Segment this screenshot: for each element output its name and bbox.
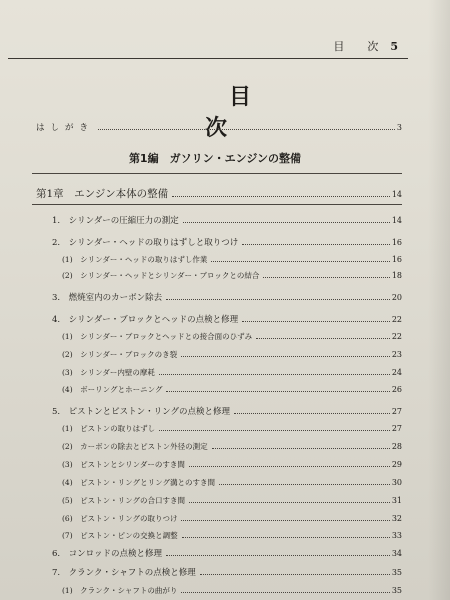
toc-page-number: 14 <box>391 190 402 199</box>
dot-leader <box>242 321 390 322</box>
dot-leader <box>181 356 390 357</box>
toc-label: (2) シリンダー・ブロックのき裂 <box>62 350 178 359</box>
toc-page-number: 3 <box>396 123 402 132</box>
toc-page-number: 35 <box>391 568 402 577</box>
header-rule <box>8 58 408 59</box>
dot-leader <box>172 196 390 197</box>
toc-page-number: 14 <box>391 216 402 225</box>
toc-page-number: 22 <box>391 332 402 341</box>
toc-row <box>52 291 402 303</box>
toc-page-number: 32 <box>391 514 402 523</box>
toc-row-chapter <box>36 186 402 201</box>
running-head-title: 目 次 <box>333 40 385 53</box>
part-rule <box>32 173 402 174</box>
dot-leader <box>219 484 390 485</box>
toc-label: (2) カーボンの除去とピストン外径の測定 <box>62 442 208 451</box>
chapter-rule <box>32 204 402 205</box>
toc-label: (3) ピストンとシリンダーのすき間 <box>62 460 185 469</box>
toc-page-number: 26 <box>391 385 402 394</box>
toc-page-number: 34 <box>391 549 402 558</box>
dot-leader <box>166 299 390 300</box>
toc-row <box>62 459 402 470</box>
toc-page-number: 16 <box>391 255 402 264</box>
toc-label: (1) ピストンの取りはずし <box>62 424 156 433</box>
page-edge-shadow <box>428 0 450 600</box>
toc-label: 4. シリンダー・ブロックとヘッドの点検と修理 <box>52 315 239 325</box>
running-head <box>333 38 398 54</box>
dot-leader <box>166 555 390 556</box>
dot-leader <box>182 537 390 538</box>
toc-label: 7. クランク・シャフトの点検と修理 <box>52 568 196 578</box>
toc-page-number: 23 <box>391 350 402 359</box>
dot-leader <box>256 338 390 339</box>
toc-row <box>62 367 402 378</box>
toc-page-number: 18 <box>391 271 402 280</box>
dot-leader <box>183 222 390 223</box>
part-heading: 第1編 ガソリン・エンジンの整備 <box>128 152 302 165</box>
toc-label: (6) ピストン・リングの取りつけ <box>62 514 178 523</box>
toc-label: (5) ピストン・リングの合口すき間 <box>62 496 185 505</box>
toc-page-number: 27 <box>391 424 402 433</box>
toc-page-number: 16 <box>391 238 402 247</box>
dot-leader <box>181 520 389 521</box>
toc-label: はしがき <box>36 123 95 133</box>
toc-page-number: 29 <box>391 460 402 469</box>
toc-page-number: 30 <box>391 478 402 487</box>
toc-label: 第1章 エンジン本体の整備 <box>36 188 169 200</box>
toc-row <box>62 423 402 434</box>
toc-row <box>62 384 402 395</box>
dot-leader <box>159 430 390 431</box>
toc-label: (2) シリンダー・ヘッドとシリンダー・ブロックとの結合 <box>62 271 260 280</box>
toc-row <box>62 331 402 342</box>
dot-leader <box>234 413 390 414</box>
toc-page-number: 33 <box>391 531 402 540</box>
toc-row <box>52 313 402 325</box>
toc-page-number: 24 <box>391 368 402 377</box>
toc-row <box>62 585 402 596</box>
toc-page-number: 28 <box>391 442 402 451</box>
dot-leader <box>189 466 390 467</box>
toc-row-preface <box>36 121 402 133</box>
running-head-page-number: 5 <box>390 40 398 53</box>
dot-leader <box>189 502 390 503</box>
toc-row <box>62 270 402 281</box>
toc-page-number: 27 <box>391 407 402 416</box>
dot-leader <box>211 261 389 262</box>
toc-row <box>62 513 402 524</box>
toc-label: (4) ボーリングとホーニング <box>62 385 163 394</box>
toc-label: (4) ピストン・リングとリング溝とのすき間 <box>62 478 215 487</box>
toc-row <box>52 566 402 578</box>
toc-row <box>52 547 402 559</box>
toc-page-number: 31 <box>391 496 402 505</box>
toc-row <box>62 477 402 488</box>
toc-row <box>52 214 402 226</box>
toc-row <box>62 495 402 506</box>
dot-leader <box>263 277 389 278</box>
toc-row <box>62 441 402 452</box>
dot-leader <box>98 129 395 130</box>
toc-label: 5. ピストンとピストン・リングの点検と修理 <box>52 407 230 417</box>
toc-label: 1. シリンダーの圧縮圧力の測定 <box>52 216 179 226</box>
toc-label: 2. シリンダー・ヘッドの取りはずしと取りつけ <box>52 238 239 248</box>
dot-leader <box>166 391 389 392</box>
dot-leader <box>242 244 390 245</box>
toc-label: (7) ピストン・ピンの交換と調整 <box>62 531 178 540</box>
toc-row <box>52 405 402 417</box>
toc-label: (1) クランク・シャフトの曲がり <box>62 586 178 595</box>
dot-leader <box>200 574 390 575</box>
toc-label: (1) シリンダー・ブロックとヘッドとの接合面のひずみ <box>62 332 253 341</box>
toc-row <box>62 254 402 265</box>
toc-page-number: 35 <box>391 586 402 595</box>
toc-label: (3) シリンダー内壁の摩耗 <box>62 368 155 377</box>
toc-row <box>62 349 402 360</box>
dot-leader <box>181 592 389 593</box>
toc-page-number: 20 <box>391 293 402 302</box>
toc-label: 3. 燃焼室内のカーボン除去 <box>52 293 163 303</box>
toc-title: 目次 <box>204 84 299 141</box>
toc-row <box>62 530 402 541</box>
toc-label: (1) シリンダー・ヘッドの取りはずし作業 <box>62 255 208 264</box>
dot-leader <box>159 374 390 375</box>
dot-leader <box>212 448 390 449</box>
toc-label: 6. コンロッドの点検と修理 <box>52 549 162 559</box>
toc-page-number: 22 <box>391 315 402 324</box>
toc-row <box>52 236 402 248</box>
